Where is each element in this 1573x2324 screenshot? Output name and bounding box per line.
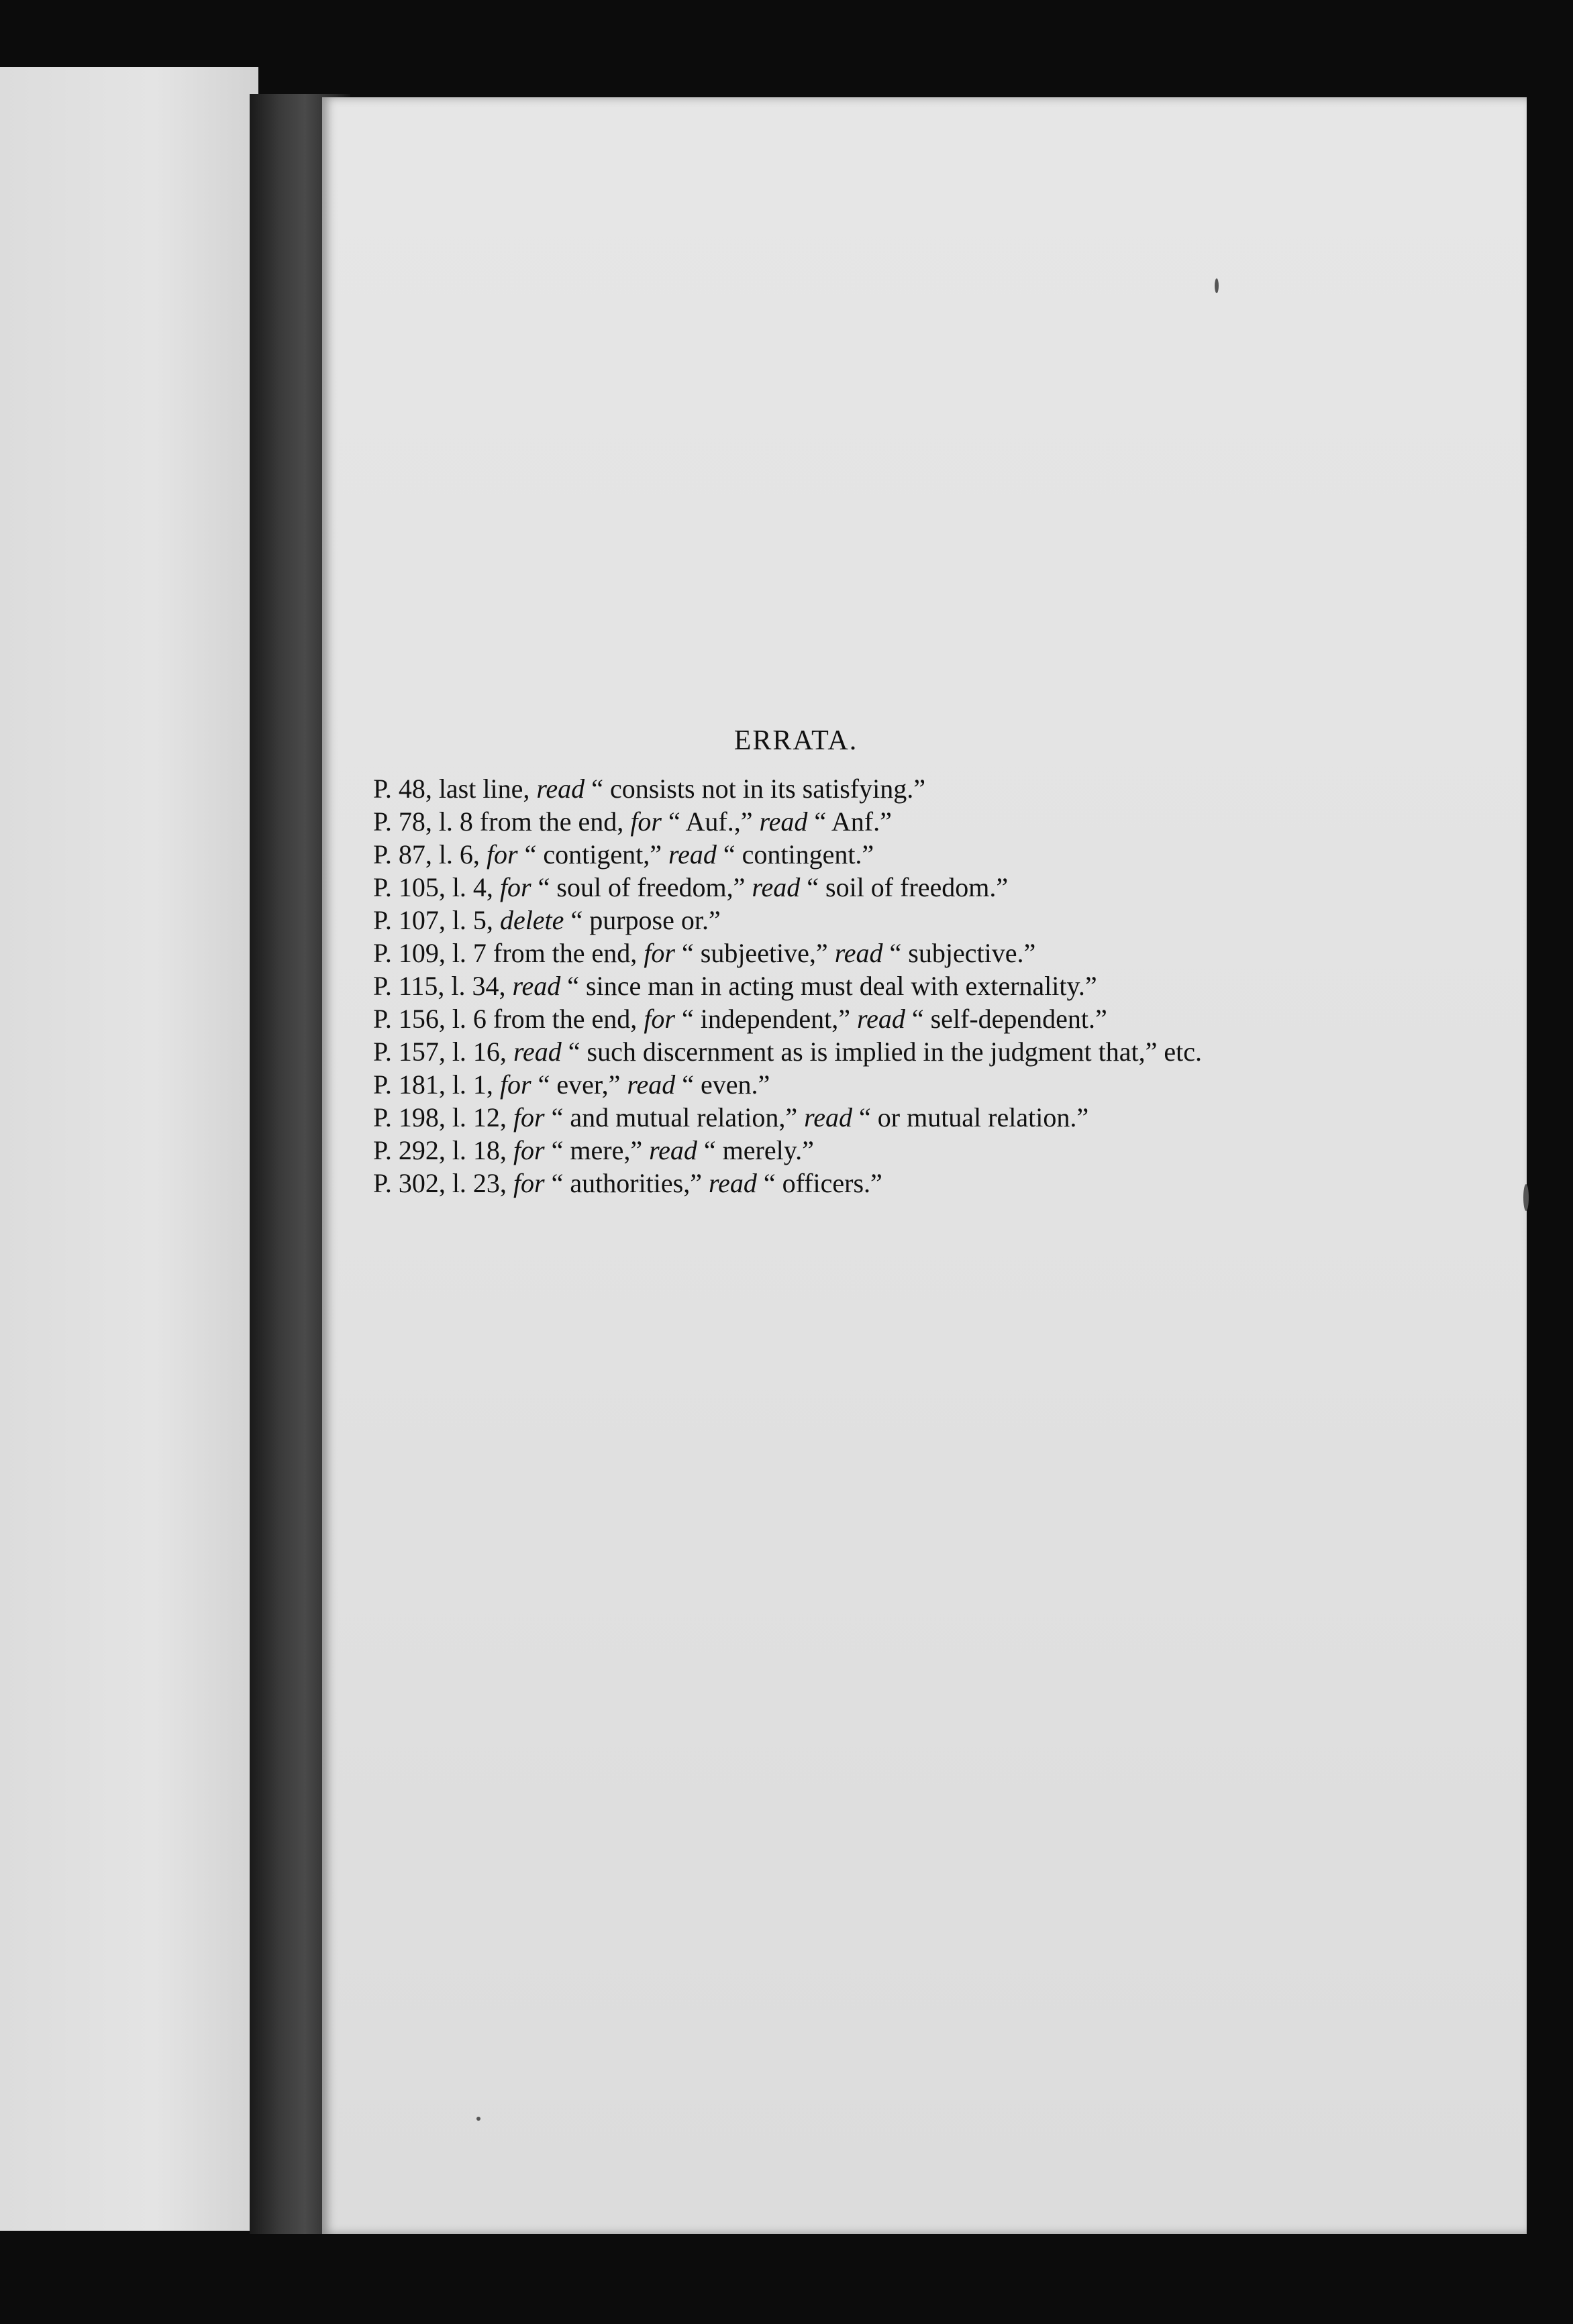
correction-text: “ officers.” (756, 1168, 882, 1198)
instruction-word: read (513, 1037, 562, 1067)
instruction-word: read (627, 1069, 676, 1100)
page-reference: P. 109, l. 7 from the end, (373, 938, 638, 968)
errata-block (373, 725, 1313, 1200)
instruction-word: read (804, 1102, 852, 1132)
left-page (0, 67, 258, 2231)
errata-entry (373, 1134, 1313, 1167)
instruction-word: read (857, 1004, 905, 1034)
page-reference: P. 302, l. 23, (373, 1168, 507, 1198)
correction-text: “ Anf.” (807, 806, 892, 837)
errata-entry (373, 1002, 1313, 1035)
correction-text: “ Auf.,” (662, 806, 760, 837)
correction-text: “ since man in acting must deal with externality.” (560, 971, 1097, 1001)
correction-text: “ ever,” (531, 1069, 627, 1100)
page-reference: P. 87, l. 6, (373, 839, 480, 869)
page-reference: P. 115, l. 34, (373, 971, 506, 1001)
page-reference: P. 292, l. 18, (373, 1135, 507, 1165)
instruction-word: read (752, 872, 801, 902)
page-reference: P. 48, last line, (373, 774, 530, 804)
correction-text: “ contingent.” (716, 839, 874, 869)
instruction-word: for (644, 1004, 675, 1034)
page-reference: P. 78, l. 8 from the end, (373, 806, 624, 837)
instruction-word: read (668, 839, 717, 869)
instruction-word: read (649, 1135, 697, 1165)
correction-text: “ independent,” (675, 1004, 857, 1034)
instruction-word: read (512, 971, 561, 1001)
correction-text: “ such discernment as is implied in the judgment that,” etc. (561, 1037, 1202, 1067)
correction-text: “ consists not in its satisfying.” (585, 774, 925, 804)
correction-text: “ mere,” (544, 1135, 650, 1165)
correction-text: “ or mutual relation.” (852, 1102, 1089, 1132)
errata-title: ERRATA. (733, 725, 858, 756)
instruction-word: for (513, 1168, 545, 1198)
errata-entry (373, 904, 1313, 937)
errata-entry (373, 772, 1313, 805)
correction-text: “ subjeetive,” (675, 938, 835, 968)
instruction-word: for (499, 872, 531, 902)
instruction-word: read (708, 1168, 757, 1198)
paper-speck (1215, 278, 1219, 293)
errata-entry (373, 1101, 1313, 1134)
instruction-word: read (759, 806, 808, 837)
instruction-word: read (536, 774, 585, 804)
errata-entry (373, 969, 1313, 1002)
errata-entry (373, 1035, 1313, 1068)
instruction-word: for (513, 1102, 545, 1132)
instruction-word: for (513, 1135, 545, 1165)
instruction-word: for (644, 938, 675, 968)
correction-text: “ soil of freedom.” (800, 872, 1009, 902)
correction-text: “ contigent,” (517, 839, 668, 869)
page-reference: P. 105, l. 4, (373, 872, 493, 902)
errata-entry (373, 805, 1313, 838)
errata-entry (373, 1068, 1313, 1101)
page-reference: P. 107, l. 5, (373, 905, 493, 935)
correction-text: “ even.” (675, 1069, 770, 1100)
page-reference: P. 156, l. 6 from the end, (373, 1004, 638, 1034)
correction-text: “ merely.” (697, 1135, 814, 1165)
paper-speck (1523, 1184, 1529, 1211)
instruction-word: for (499, 1069, 531, 1100)
paper-speck (476, 2117, 480, 2121)
instruction-word: read (834, 938, 883, 968)
page-reference: P. 157, l. 16, (373, 1037, 507, 1067)
errata-list (373, 772, 1313, 1200)
errata-entry (373, 871, 1313, 904)
instruction-word: for (486, 839, 518, 869)
correction-text: “ soul of freedom,” (531, 872, 752, 902)
errata-entry (373, 937, 1313, 969)
instruction-word: for (630, 806, 662, 837)
page-reference: P. 181, l. 1, (373, 1069, 493, 1100)
correction-text: “ and mutual relation,” (544, 1102, 805, 1132)
correction-text: “ purpose or.” (564, 905, 721, 935)
page-reference: P. 198, l. 12, (373, 1102, 507, 1132)
errata-entry (373, 1167, 1313, 1200)
correction-text: “ authorities,” (544, 1168, 709, 1198)
correction-text: “ self-dependent.” (905, 1004, 1107, 1034)
correction-text: “ subjective.” (882, 938, 1036, 968)
instruction-word: delete (499, 905, 564, 935)
errata-entry (373, 838, 1313, 871)
